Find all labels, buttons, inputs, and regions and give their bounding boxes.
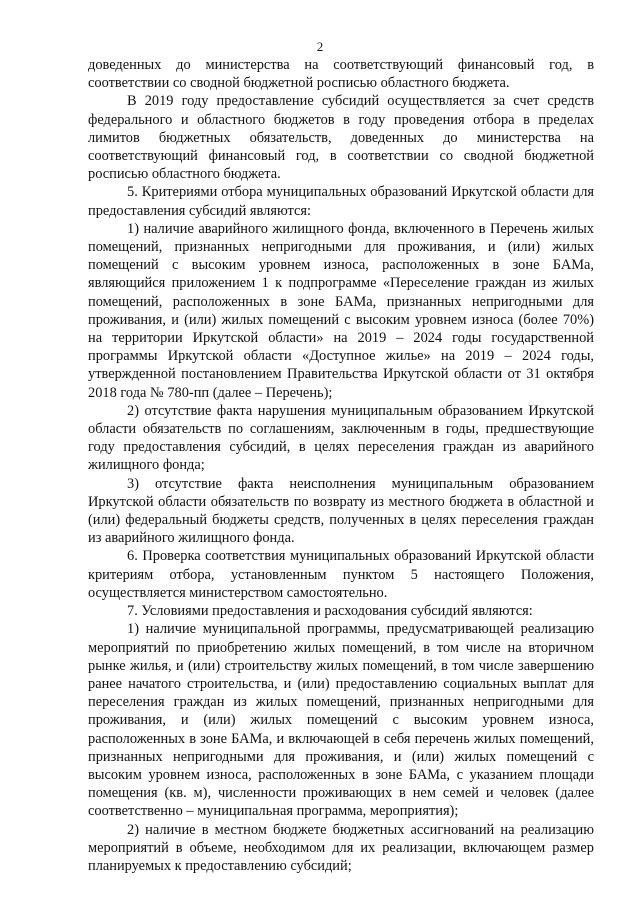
paragraph-section-5: 5. Критериями отбора муниципальных образований Иркутской области для предоставления субсидий являются:: [88, 184, 594, 219]
paragraph-7-item-2: 2) наличие в местном бюджете бюджетных ассигнований на реализацию мероприятий в объеме, необходимом для их реализации, включающем размер планируемых к предоставлению субсидий;: [88, 821, 594, 874]
paragraph-2019-subsidies: В 2019 году предоставление субсидий осуществляется за счет средств федерального и областного бюджетов в году проведения отбора в пределах лимитов бюджетных обязательств, доведенных до министерства на соответствующий финансовый год, в соответствии со сводной бюджетной росписью областного бюджета.: [88, 93, 594, 183]
paragraph-5-item-1: 1) наличие аварийного жилищного фонда, включенного в Перечень жилых помещений, признанных непригодными для проживания, и (или) жилых помещений с высоким уровнем износа, расположенных в зоне БАМа, являющийся приложением 1 к подпрограмме «Переселение граждан из жилых помещений, расположенных в зоне БАМа, признанных непригодными для проживания, и (или) жилых помещений с высоким уровнем износа (более 70%) на территории Иркутской области» на 2019 – 2024 годы государственной программы Иркутской области «Доступное жилье» на 2019 – 2024 годы, утвержденной постановлением Правительства Иркутской области от 31 октября 2018 года № 780-пп (далее – Перечень);: [88, 220, 594, 401]
page-number: 2: [316, 39, 324, 54]
paragraph-section-6: 6. Проверка соответствия муниципальных образований Иркутской области критериям отбора, установленным пунктом 5 настоящего Положения, осуществляется министерством самостоятельно.: [88, 548, 594, 601]
paragraph-5-item-3: 3) отсутствие факта неисполнения муниципальным образованием Иркутской области обязательств по возврату из местного бюджета в областной и (или) федеральный бюджеты средств, полученных в целях переселения граждан из аварийного жилищного фонда.: [88, 475, 594, 547]
paragraph-7-item-1: 1) наличие муниципальной программы, предусматривающей реализацию мероприятий по приобретению жилых помещений, в том числе на вторичном рынке жилья, и (или) строительству жилых помещений, в том числе завершению ранее начатого строительства, и (или) предоставлению социальных выплат для переселения граждан из жилых помещений, признанных непригодными для проживания, и (или) жилых помещений с высоким уровнем износа, расположенных в зоне БАМа, и включающей в себя перечень жилых помещений, признанных непригодными для проживания, и (или) жилых помещений с высоким уровнем износа, расположенных в зоне БАМа, с указанием площади помещения (кв. м), численности проживающих в нем семей и человек (далее соответственно – муниципальная программа, мероприятия);: [88, 621, 594, 820]
paragraph-section-7: 7. Условиями предоставления и расходования субсидий являются:: [127, 603, 533, 620]
paragraph-5-item-2: 2) отсутствие факта нарушения муниципальным образованием Иркутской области обязательств по соглашениям, заключенным в годы, предшествующие году предоставления субсидий, в целях переселения граждан из аварийного жилищного фонда;: [88, 402, 594, 474]
document-body: [88, 56, 594, 875]
paragraph-continuation: доведенных до министерства на соответствующий финансовый год, в соответствии со сводной бюджетной росписью областного бюджета.: [88, 57, 594, 92]
